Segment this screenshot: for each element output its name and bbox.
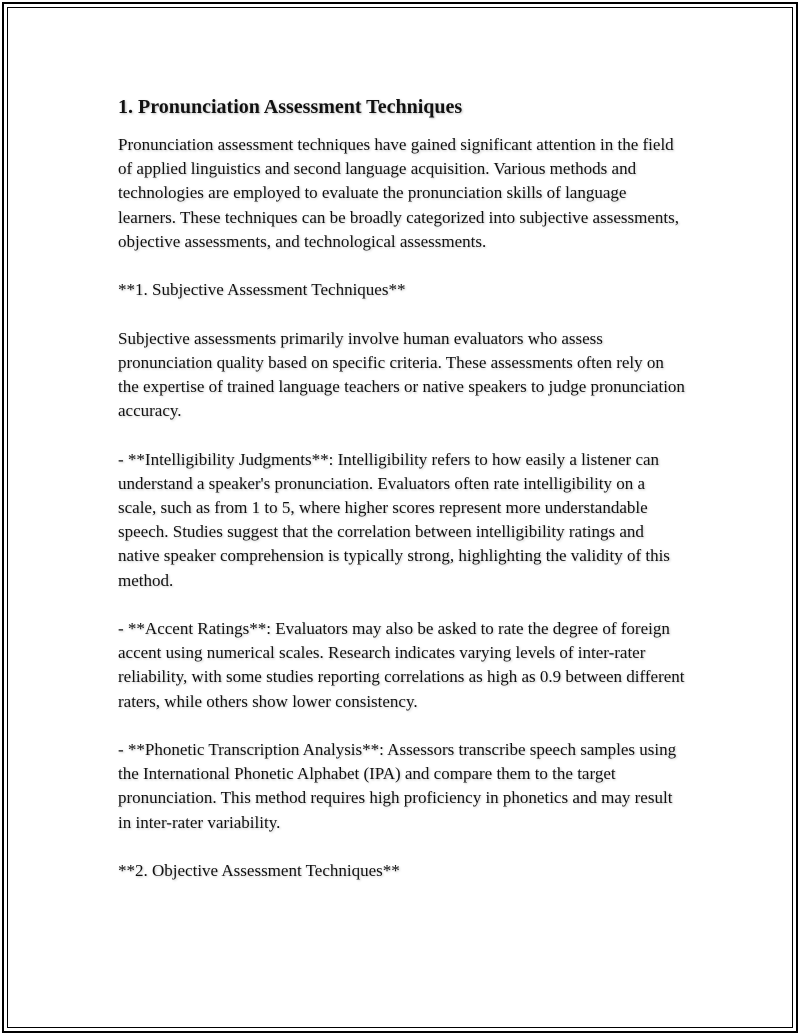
- subsection-title-subjective: **1. Subjective Assessment Techniques**: [118, 280, 406, 300]
- accent-ratings-item: - **Accent Ratings**: Evaluators may also be asked to rate the degree of foreign accent using numerical scales. Research indicates varying levels of inter-rater reliability, with some studies reporting correlations as high as 0.9 between different raters, while others show lower consistency.: [118, 619, 685, 711]
- document-body: [118, 93, 686, 907]
- subjective-description-paragraph: Subjective assessments primarily involve human evaluators who assess pronunciation quality based on specific criteria. These assessments often rely on the expertise of trained language teachers or native speakers to judge pronunciation accuracy.: [118, 328, 685, 421]
- section-heading: 1. Pronunciation Assessment Techniques: [118, 96, 463, 118]
- intro-paragraph: Pronunciation assessment techniques have gained significant attention in the field of applied linguistics and second language acquisition. Various methods and technologies are employed to evaluate the pronunciation skills of language learners. These techniques can be broadly categorized into subjective assessments, objective assessments, and technological assessments.: [118, 135, 679, 251]
- intelligibility-judgments-item: - **Intelligibility Judgments**: Intelligibility refers to how easily a listener can understand a speaker's pronunciation. Evaluators often rate intelligibility on a scale, such as from 1 to 5, where higher scores represent more understandable speech. Studies suggest that the correlation between intelligibility ratings and native speaker comprehension is typically strong, highlighting the validity of this method.: [118, 449, 670, 590]
- phonetic-transcription-item: - **Phonetic Transcription Analysis**: Assessors transcribe speech samples using the International Phonetic Alphabet (IPA) and compare them to the target pronunciation. This method requires high proficiency in phonetics and may result in inter-rater variability.: [118, 740, 677, 832]
- subsection-title-objective: **2. Objective Assessment Techniques**: [118, 861, 400, 880]
